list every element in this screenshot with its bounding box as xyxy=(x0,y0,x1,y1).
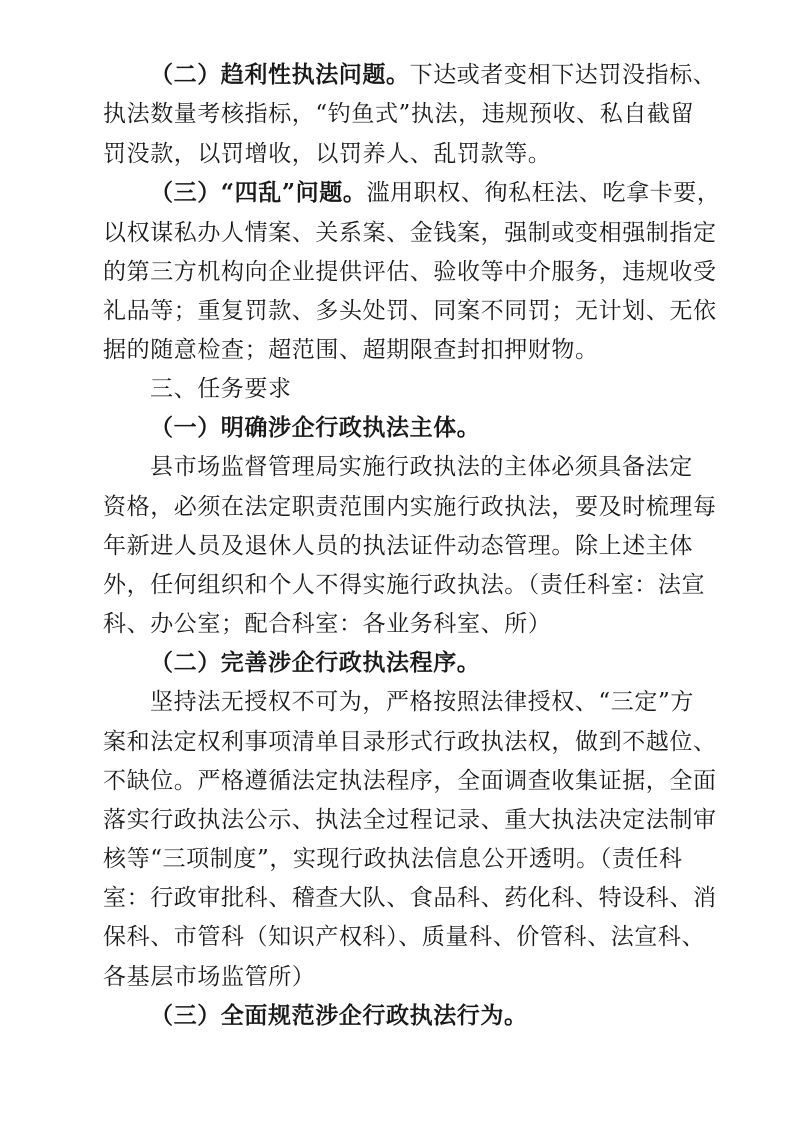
section2-2-line-1: 下达或者变相下达罚没指标、 xyxy=(409,62,717,88)
task2-line-5: 核等“三项制度”，实现行政执法信息公开透明。（责任科 xyxy=(103,846,683,872)
section2-3-first-line xyxy=(150,178,720,208)
task2-line-3: 不缺位。严格遵循法定执法程序，全面调查收集证据，全面 xyxy=(103,768,717,794)
task1-line-2: 资格，必须在法定职责范围内实施行政执法，要及时梳理每 xyxy=(103,494,717,520)
task1-heading: （一）明确涉企行政执法主体。 xyxy=(150,414,481,441)
task2-line-2: 案和法定权利事项清单目录形式行政执法权，做到不越位、 xyxy=(103,729,717,755)
section2-3-line-1: 滥用职权、徇私枉法、吃拿卡要， xyxy=(366,180,721,206)
task2-heading: （二）完善涉企行政执法程序。 xyxy=(150,649,481,676)
section2-2-line-3: 罚没款，以罚增收，以罚养人、乱罚款等。 xyxy=(103,141,552,167)
section2-2-heading: （二）趋利性执法问题。 xyxy=(150,61,410,88)
section2-2-line-2: 执法数量考核指标，“钓鱼式”执法，违规预收、私自截留 xyxy=(103,101,695,127)
section2-3-line-4: 礼品等；重复罚款、多头处罚、同案不同罚；无计划、无依 xyxy=(103,298,717,324)
task2-line-6: 室：行政审批科、稽查大队、食品科、药化科、特设科、消 xyxy=(103,885,717,911)
section2-2-first-line xyxy=(150,60,716,90)
task1-line-4: 外，任何组织和个人不得实施行政执法。（责任科室：法宣 xyxy=(103,572,706,598)
task2-line-8: 各基层市场监管所） xyxy=(103,964,316,990)
section2-3-line-2: 以权谋私办人情案、关系案、金钱案，强制或变相强制指定 xyxy=(103,220,717,246)
task1-line-1: 县市场监督管理局实施行政执法的主体必须具备法定 xyxy=(150,454,693,480)
task3-heading: （三）全面规范涉企行政执法行为。 xyxy=(150,1002,528,1029)
section2-3-line-3: 的第三方机构向企业提供评估、验收等中介服务，违规收受 xyxy=(103,259,717,285)
task1-line-5: 科、办公室；配合科室：各业务科室、所） xyxy=(103,611,552,637)
task1-line-3: 年新进人员及退休人员的执法证件动态管理。除上述主体 xyxy=(103,533,693,559)
task2-line-4: 落实行政执法公示、执法全过程记录、重大执法决定法制审 xyxy=(103,807,717,833)
section3-heading: 三、任务要求 xyxy=(150,376,292,402)
section2-3-heading: （三）“四乱”问题。 xyxy=(150,179,367,206)
task2-line-1: 坚持法无授权不可为，严格按照法律授权、“三定”方 xyxy=(150,689,694,715)
task2-line-7: 保科、市管科（知识产权科）、质量科、价管科、法宣科、 xyxy=(103,924,706,950)
section2-3-line-5: 据的随意检查；超范围、超期限查封扣押财物。 xyxy=(103,337,599,363)
